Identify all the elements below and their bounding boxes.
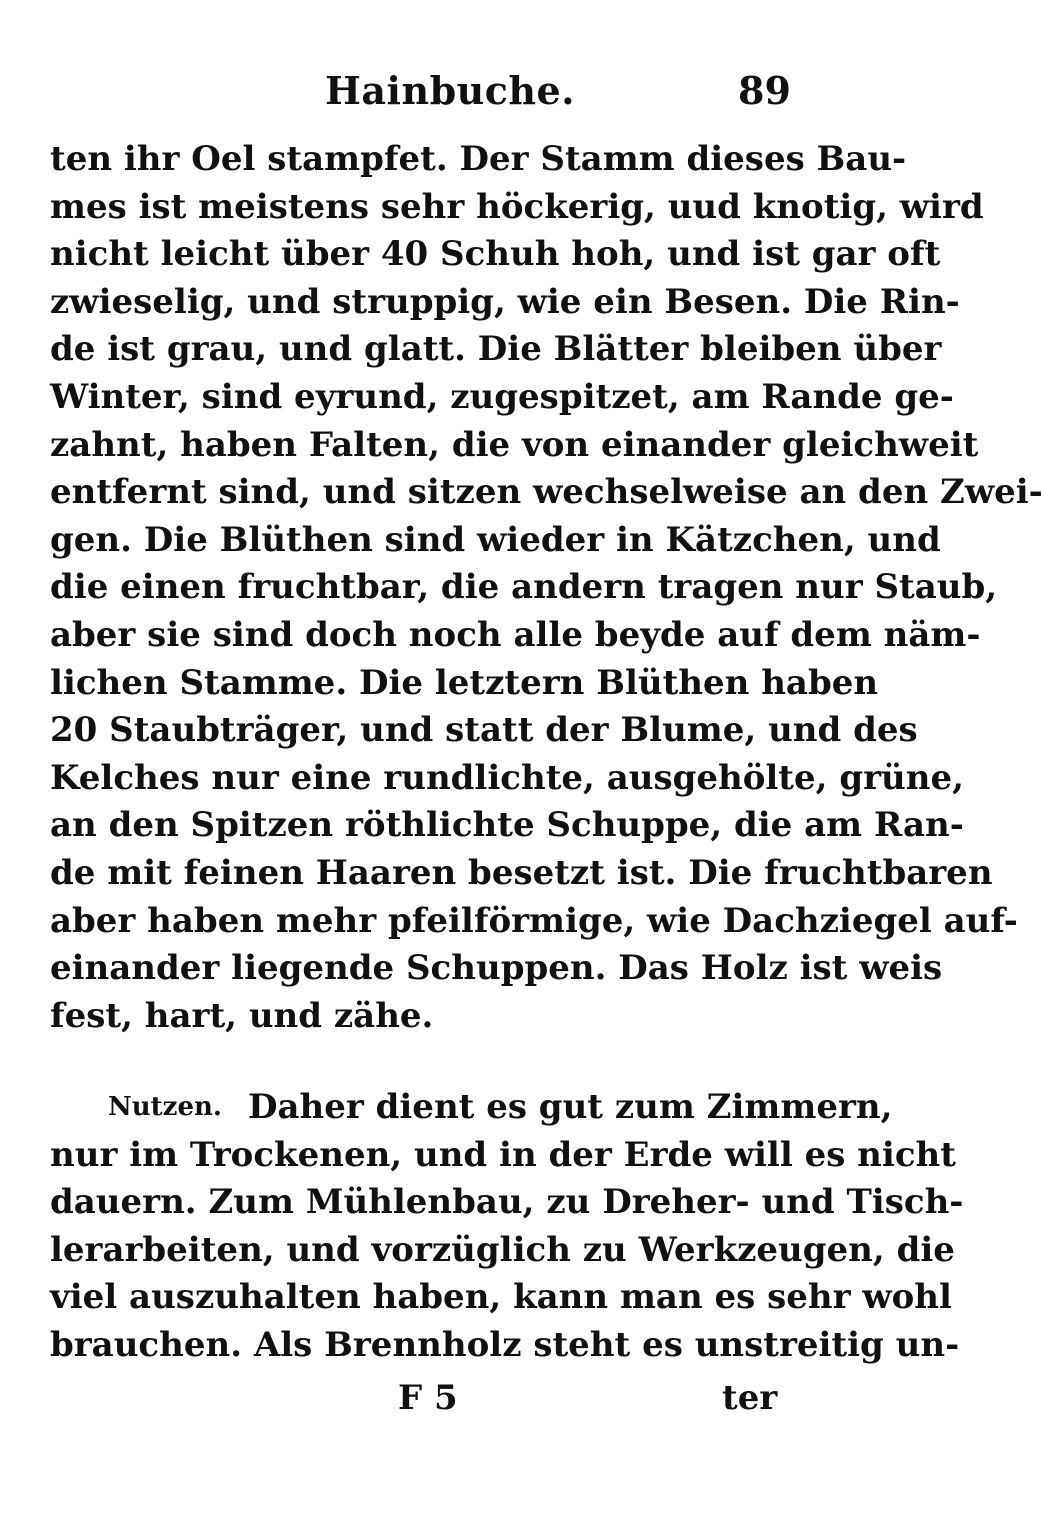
text-line: Daher dient es gut zum Zimmern, xyxy=(248,1087,893,1127)
paragraph-description xyxy=(50,136,1043,1040)
text-line: aber haben mehr pfeilförmige, wie Dachziegel auf- xyxy=(50,900,1018,941)
catchword: ter xyxy=(722,1378,778,1418)
text-line: entfernt sind, und sitzen wechselweise an den Zwei- xyxy=(50,472,1043,513)
text-line: 20 Staubträger, und statt der Blume, und des xyxy=(50,710,918,751)
text-line: einander liegende Schuppen. Das Holz ist weis xyxy=(50,948,943,989)
text-line: die einen fruchtbar, die andern tragen nur Staub, xyxy=(50,567,998,608)
text-line: an den Spitzen röthlichte Schuppe, die am Ran- xyxy=(50,805,964,846)
margin-note: Nutzen. xyxy=(108,1092,222,1122)
text-line: lerarbeiten, und vorzüglich zu Werkzeugen, die xyxy=(50,1229,955,1270)
text-line: brauchen. Als Brennholz steht es unstreitig un- xyxy=(50,1324,960,1365)
text-line: de mit feinen Haaren besetzt ist. Die fruchtbaren xyxy=(50,852,993,893)
paragraph-usage xyxy=(50,1084,964,1370)
running-head-title: Hainbuche. xyxy=(325,68,575,113)
text-line: Kelches nur eine rundlichte, ausgehölte, grüne, xyxy=(50,757,964,798)
text-line: gen. Die Blüthen sind wieder in Kätzchen, und xyxy=(50,519,941,560)
text-line: Winter, sind eyrund, zugespitzet, am Rande ge- xyxy=(50,376,954,417)
text-line: lichen Stamme. Die letztern Blüthen haben xyxy=(50,662,879,703)
text-line: aber sie sind doch noch alle beyde auf dem näm- xyxy=(50,614,981,655)
text-line: ten ihr Oel stampfet. Der Stamm dieses Bau- xyxy=(50,139,907,179)
text-line: de ist grau, und glatt. Die Blätter bleiben über xyxy=(50,329,942,370)
page-number: 89 xyxy=(738,68,791,113)
text-line: fest, hart, und zähe. xyxy=(50,995,434,1036)
page-footer xyxy=(0,1378,830,1428)
text-line: dauern. Zum Mühlenbau, zu Dreher- und Tisch- xyxy=(50,1182,964,1223)
text-line: nicht leicht über 40 Schuh hoh, und ist gar oft xyxy=(50,234,941,275)
text-line: zwieselig, und struppig, wie ein Besen. Die Rin- xyxy=(50,281,960,322)
text-line: nur im Trockenen, und in der Erde will es nicht xyxy=(50,1134,956,1175)
text-line: mes ist meistens sehr höckerig, uud knotig, wird xyxy=(50,186,984,227)
signature-mark: F 5 xyxy=(398,1378,458,1418)
text-line: viel auszuhalten haben, kann man es sehr wohl xyxy=(50,1277,952,1318)
text-line: zahnt, haben Falten, die von einander gleichweit xyxy=(50,424,979,465)
running-head xyxy=(0,62,830,112)
